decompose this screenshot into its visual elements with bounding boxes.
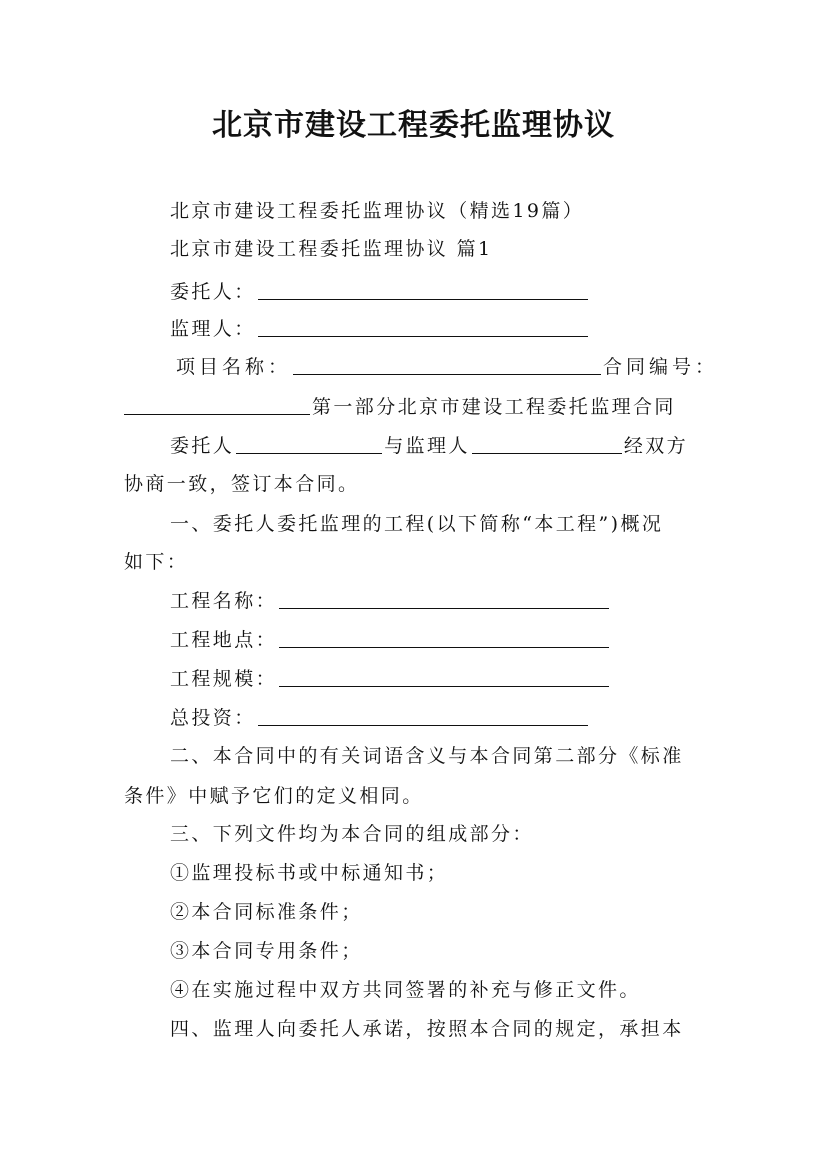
agreement-supervisor: 与监理人 bbox=[384, 435, 470, 457]
part-one-line bbox=[124, 395, 676, 419]
clause-three-item: ④在实施过程中双方共同签署的补充与修正文件。 bbox=[170, 979, 641, 1001]
agreement-supervisor-blank bbox=[472, 435, 622, 454]
subtitle: 北京市建设工程委托监理协议（精选19篇） bbox=[170, 200, 585, 222]
project-location-label: 工程地点： bbox=[170, 629, 278, 651]
project-name-row-label: 工程名称： bbox=[170, 590, 278, 612]
clause-three-item: ③本合同专用条件； bbox=[170, 940, 363, 962]
project-location-blank bbox=[279, 629, 609, 648]
agreement-consensus: 经双方 bbox=[623, 435, 689, 457]
project-name-row-blank bbox=[279, 590, 609, 609]
supervisor-label: 监理人： bbox=[170, 318, 256, 340]
total-investment-blank bbox=[258, 707, 588, 726]
clause-one-line2: 如下： bbox=[124, 551, 189, 573]
clause-two-line2: 条件》中赋予它们的定义相同。 bbox=[124, 785, 424, 807]
clause-four-line1: 四、监理人向委托人承诺，按照本合同的规定，承担本 bbox=[170, 1018, 684, 1040]
project-scale-row bbox=[170, 667, 611, 691]
project-name-row bbox=[170, 589, 611, 613]
client-field bbox=[170, 280, 590, 304]
agreement-line bbox=[170, 434, 688, 458]
part-one-title: 第一部分北京市建设工程委托监理合同 bbox=[312, 396, 676, 418]
clause-one-line1: 一、委托人委托监理的工程(以下简称“本工程”)概况 bbox=[170, 513, 664, 535]
clause-three-item: ②本合同标准条件； bbox=[170, 901, 363, 923]
supervisor-blank bbox=[258, 318, 588, 337]
section-heading: 北京市建设工程委托监理协议 篇1 bbox=[170, 238, 493, 260]
project-name-blank bbox=[293, 356, 601, 375]
agreement-client-blank bbox=[236, 435, 382, 454]
total-investment-row bbox=[170, 706, 590, 730]
client-label: 委托人： bbox=[170, 281, 256, 303]
project-scale-blank bbox=[279, 668, 609, 687]
client-blank bbox=[258, 281, 588, 300]
agreement-continuation: 协商一致，签订本合同。 bbox=[124, 473, 360, 495]
supervisor-field bbox=[170, 317, 590, 341]
contract-no-blank bbox=[124, 396, 310, 415]
clause-three-intro: 三、下列文件均为本合同的组成部分： bbox=[170, 823, 534, 845]
document-title: 北京市建设工程委托监理协议 bbox=[212, 108, 615, 143]
total-investment-label: 总投资： bbox=[170, 707, 256, 729]
project-name-label: 项目名称： bbox=[176, 356, 292, 378]
contract-no-label: 合同编号： bbox=[603, 356, 719, 378]
project-location-row bbox=[170, 628, 611, 652]
project-name-field bbox=[176, 355, 718, 379]
clause-three-item: ①监理投标书或中标通知书； bbox=[170, 862, 449, 884]
clause-two-line1: 二、本合同中的有关词语含义与本合同第二部分《标准 bbox=[170, 745, 684, 767]
agreement-client: 委托人 bbox=[170, 435, 235, 457]
project-scale-label: 工程规模： bbox=[170, 668, 278, 690]
